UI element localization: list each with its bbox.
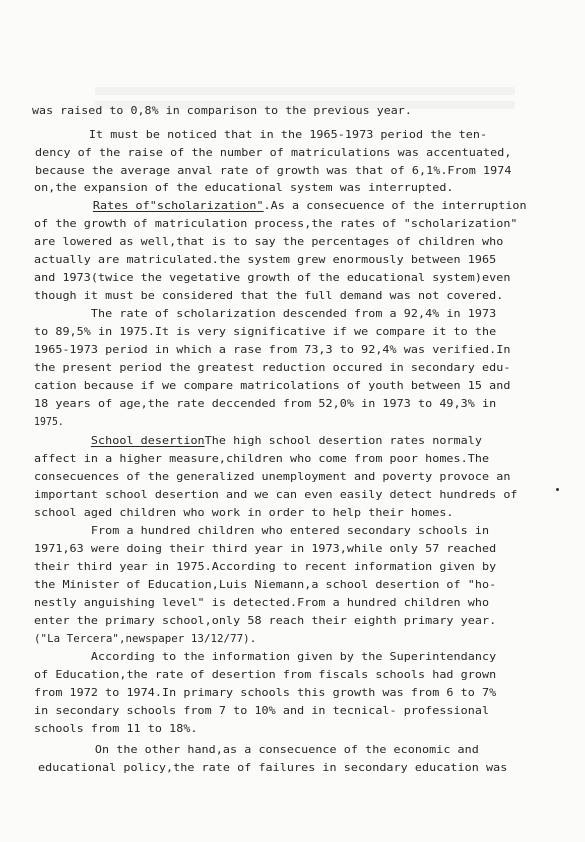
line-text: From a hundred children who entered secondary schools in (34, 526, 490, 537)
text-line (34, 706, 489, 718)
text-line (34, 562, 496, 574)
line-text: According to the information given by the Superintendancy (34, 652, 497, 663)
text-line (34, 327, 496, 339)
line-text: was raised to 0,8% in comparison to the previous year. (32, 106, 412, 117)
text-line (34, 219, 518, 231)
text-line (34, 544, 496, 556)
line-text (36, 201, 93, 212)
text-line (34, 309, 496, 321)
line-text-continued: The high school desertion rates normaly (204, 436, 482, 447)
text-line (35, 148, 511, 160)
line-text-continued: .As a consecuence of the interruption (263, 201, 527, 212)
text-line (34, 508, 454, 520)
line-text: 18 years of age,the rate deccended from 52,0% in 1973 to 49,3% in (34, 399, 497, 410)
text-line (34, 454, 489, 466)
text-line (34, 724, 198, 736)
text-line (34, 670, 496, 682)
text-line (34, 688, 496, 700)
text-line (38, 745, 479, 757)
line-text: affect in a higher measure,children who come from poor homes.The (34, 454, 490, 465)
text-line (34, 399, 496, 411)
line-text: to 89,5% in 1975.It is very significative if we compare it to the (34, 327, 497, 338)
text-line (35, 166, 511, 178)
text-line (34, 490, 518, 502)
line-text: of the growth of matriculation process,the rates of "scholarization" (34, 219, 518, 230)
line-text: because the average anval rate of growth was that of 6,1%.From 1974 (35, 166, 512, 177)
text-line (34, 345, 510, 357)
text-line (34, 436, 482, 448)
line-text: enter the primary school,only 58 reach their eighth primary year. (34, 616, 497, 627)
line-text: nestly anguishing level" is detected.From a hundred children who (34, 598, 490, 609)
text-line (34, 363, 510, 375)
line-text: actually are matriculated.the system grew enormously between 1965 (34, 255, 497, 266)
line-text: the present period the greatest reduction occured in secondary edu- (34, 363, 511, 374)
text-line (34, 255, 496, 267)
line-text: are lowered as well,that is to say the percentages of children who (34, 237, 504, 248)
text-line (34, 616, 496, 628)
line-text: ("La Tercera",newspaper 13/12/77). (34, 634, 257, 645)
line-text (34, 436, 91, 447)
line-text: important school desertion and we can even easily detect hundreds of (34, 490, 518, 501)
text-line (38, 763, 507, 775)
text-line (34, 183, 454, 195)
text-line (34, 472, 510, 484)
text-line (32, 106, 412, 118)
text-line (34, 381, 510, 393)
text-line (34, 634, 256, 646)
section-heading: School desertion (90, 436, 205, 447)
text-line (34, 526, 489, 538)
text-line (34, 598, 489, 610)
line-text: their third year in 1975.According to recent information given by (34, 562, 497, 573)
line-text: 1971,63 were doing their third year in 1973,while only 57 reached (34, 544, 497, 555)
line-text: on,the expansion of the educational system was interrupted. (34, 183, 454, 194)
line-text: of Education,the rate of desertion from fiscals schools had grown (34, 670, 497, 681)
line-text: It must be noticed that in the 1965-1973 period the ten- (32, 130, 488, 141)
line-text: from 1972 to 1974.In primary schools this growth was from 6 to 7% (34, 688, 497, 699)
line-text: and 1973(twice the vegetative growth of the educational system)even (34, 273, 511, 284)
line-text: The rate of scholarization descended from a 92,4% in 1973 (34, 309, 497, 320)
show-through-mark (95, 87, 515, 95)
text-line (34, 237, 503, 249)
line-text: though it must be considered that the full demand was not covered. (34, 291, 504, 302)
line-text: 1975. (34, 417, 64, 428)
text-line (32, 130, 487, 142)
line-text: dency of the raise of the number of matriculations was accentuated, (35, 148, 512, 159)
section-heading: Rates of"scholarization" (92, 201, 264, 212)
text-line (34, 417, 64, 429)
line-text: schools from 11 to 18%. (34, 724, 198, 735)
line-text: school aged children who work in order to help their homes. (34, 508, 454, 519)
line-text: consecuences of the generalized unemployment and poverty provoce an (34, 472, 511, 483)
text-line (36, 201, 527, 213)
line-text: On the other hand,as a consecuence of the economic and (38, 745, 479, 756)
line-text: in secondary schools from 7 to 10% and in tecnical- professional (34, 706, 490, 717)
text-line (34, 580, 496, 592)
text-line (34, 291, 503, 303)
text-line (34, 273, 510, 285)
line-text: 1965-1973 period in which a rase from 73,3 to 92,4% was verified.In (34, 345, 511, 356)
line-text: the Minister of Education,Luis Niemann,a school desertion of "ho- (34, 580, 497, 591)
line-text: cation because if we compare matricolations of youth between 15 and (34, 381, 511, 392)
text-line (34, 652, 496, 664)
speck-mark (556, 488, 559, 491)
line-text: educational policy,the rate of failures in secondary education was (38, 763, 508, 774)
